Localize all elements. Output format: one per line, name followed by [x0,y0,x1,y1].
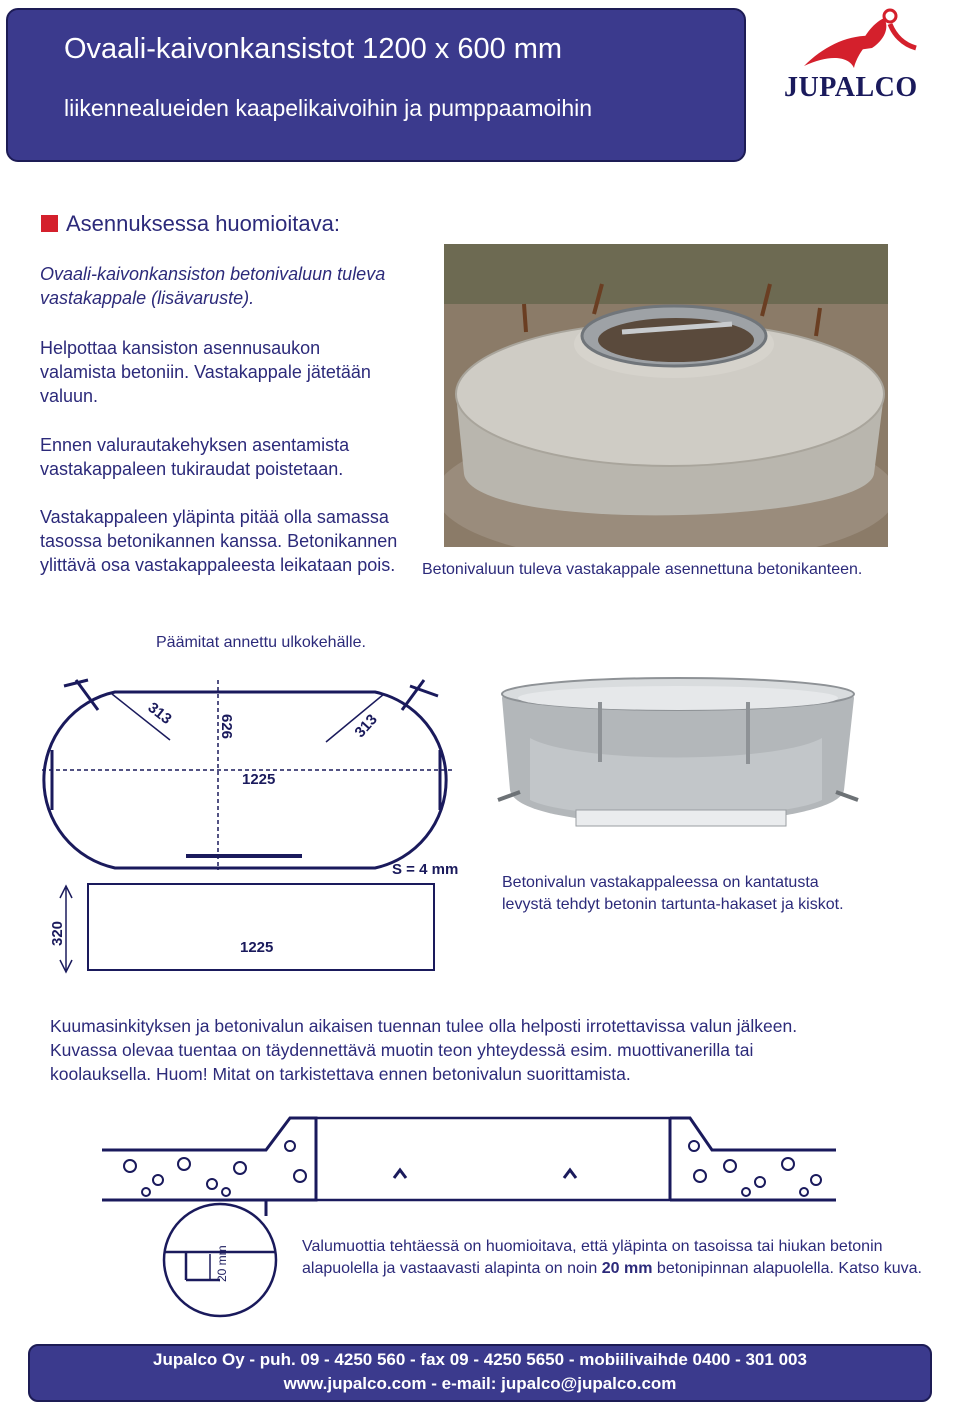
logo-text: JUPALCO [784,72,918,103]
photo1-caption: Betonivaluun tuleva vastakappale asennettuna betonikanteen. [422,561,863,578]
dim-radius-left: 313 [144,699,175,728]
page-title: Ovaali-kaivonkansistot 1200 x 600 mm [64,33,563,65]
thickness-label: S = 4 mm [392,861,459,878]
dim-strip-height: 320 [49,920,66,946]
drawing-note: Päämitat annettu ulkokehälle. [156,634,366,651]
page-subtitle: liikennealueiden kaapelikaivoihin ja pumppaamoihin [64,95,593,121]
dim-strip-length: 1225 [240,939,274,956]
dim-radius-right: 313 [351,711,381,742]
body-paragraph: Kuumasinkityksen ja betonivalun aikaisen tuennan tulee olla helposti irrotettavissa valun jälkeen. Kuvassa olevaa tuentaa on täydennettävä muotin teon yhteydessä esim. muottivanerilla tai koolauksella. Huom! Mitat on tarkistettava ennen betonivalun suorittamista. [50,1016,798,1084]
paragraph-3: Ennen valurautakehyksen asentamista vastakappaleen tukiraudat poistetaan. [40,435,350,479]
oval-drawing [40,670,480,990]
logo-swoosh-icon [794,6,920,70]
photo2-caption: Betonivalun vastakappaleessa on kantatusta levystä tehdyt betonin tartunta-hakaset ja kiskot. [502,874,844,913]
bottom-paragraph: Valumuottia tehtäessä on huomioitava, että yläpinta on tasoissa tai hiukan betonin alapuolella ja vastaavasti alapinta on noin 20 mm betonipinnan alapuolella. Katso kuva. [302,1238,922,1277]
footer-web: www.jupalco.com - e-mail: jupalco@jupalco.com [283,1374,677,1393]
footer-contact: Jupalco Oy - puh. 09 - 4250 560 - fax 09 - 4250 5650 - mobiilivaihde 0400 - 301 003 [153,1350,807,1369]
header-banner [6,8,746,162]
bullet-square-icon [41,215,58,232]
photo-galvanized-form [496,672,860,842]
paragraph-1: Ovaali-kaivonkansiston betonivaluun tuleva vastakappale (lisävaruste). [40,264,386,308]
paragraph-4: Vastakappaleen yläpinta pitää olla samassa tasossa betonikannen kanssa. Betonikannen ylittävä osa vastakappaleesta leikataan pois. [40,507,398,575]
section-drawing [100,1116,840,1322]
dim-width: 1225 [242,771,276,788]
paragraph-2: Helpottaa kansiston asennusaukon valamista betoniin. Vastakappale jätetään valuun. [40,338,371,406]
photo-concrete-lid [444,244,888,547]
dim-height: 626 [218,714,235,740]
section-heading: Asennuksessa huomioitava: [66,211,340,236]
detail-label: 20 mm [215,1245,229,1282]
